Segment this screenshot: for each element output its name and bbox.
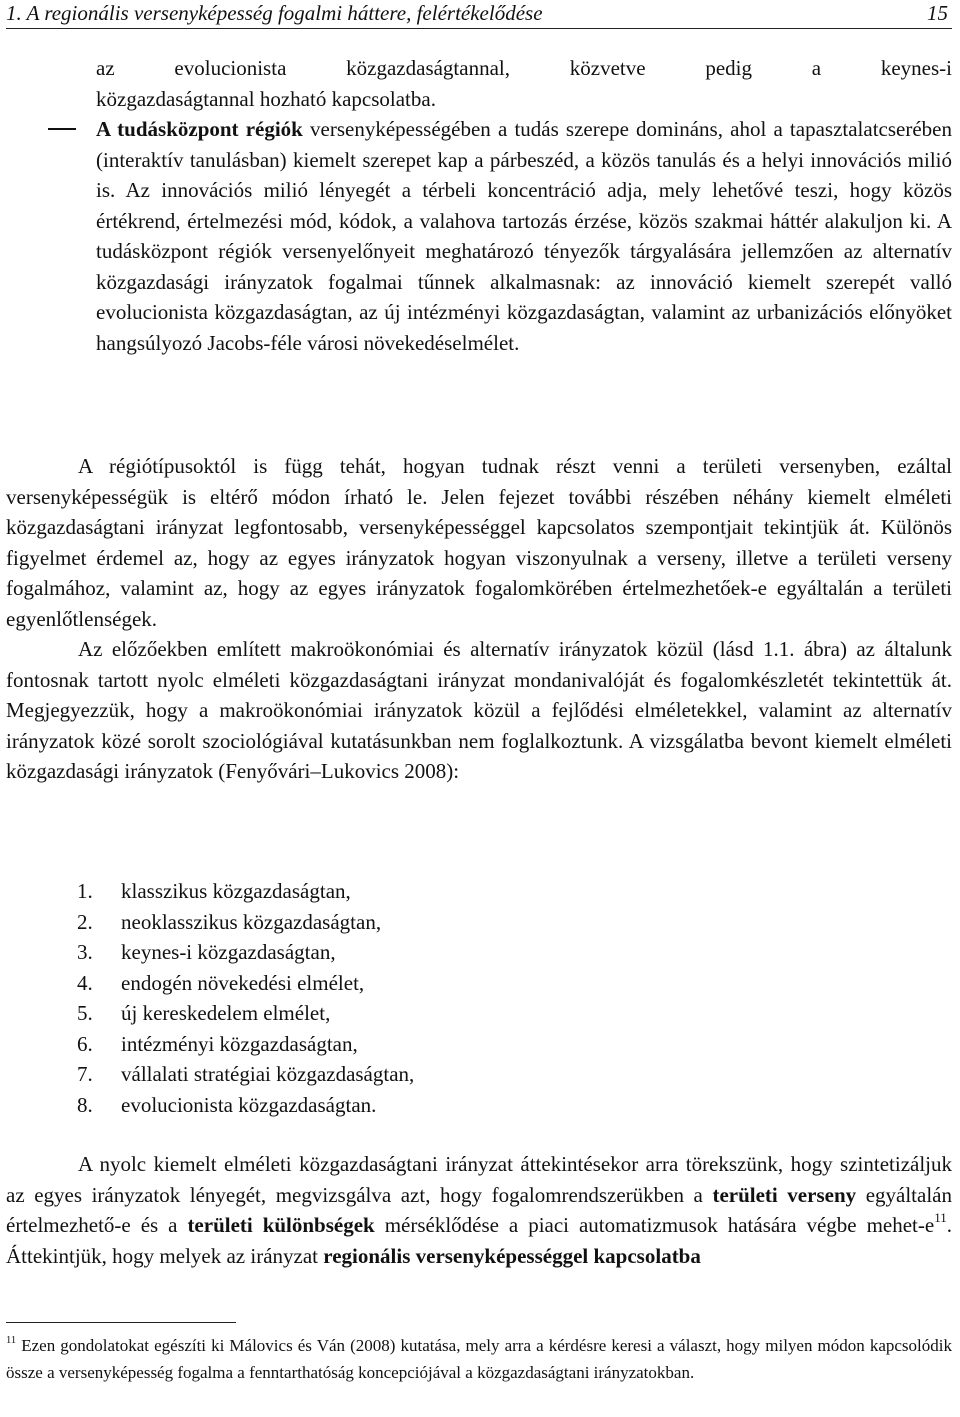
chapter-title: 1. A regionális versenyképesség fogalmi háttere, felértékelődése [6,1,543,25]
paragraph-attekintes [6,1149,952,1271]
footnote-mark: 11 [6,1334,17,1346]
running-header [6,0,952,29]
bullet-continuation-line1: az evolucionista közgazdaságtannal, közvetve pedig a keynes-i [96,56,952,80]
page-number: 15 [927,1,948,25]
dash-bullet-icon [48,128,76,130]
footnote [6,1333,952,1386]
footnote-text: Ezen gondolatokat egészíti ki Málovics és Ván (2008) kutatása, mely arra a kérdésre keresi a választ, hogy milyen módon kapcsolódik össze a versenyképesség fogalma a fenntarthatóság koncepciójával a közgazdaságtani irányzatokban. [6,1336,952,1382]
list-item: 5. új kereskedelem elmélet, [77,1001,331,1025]
paragraph-regiotipusok: A régiótípusoktól is függ tehát, hogyan tudnak részt venni a területi versenyben, ezáltal versenyképességük is eltérő módon írható le. Jelen fejezet további részében néhány kiemelt elméleti közgazdaságtani irányzat legfontosabb, versenyképességgel kapcsolatos szempontjait tekintjük át. Különös figyelmet érdemel az, hogy az egyes irányzatok hogyan viszonyulnak a verseny, illetve a területi verseny fogalmához, valamint az, hogy az egyes irányzatok fogalomkörében értelmezhetőek-e egyáltalán a területi egyenlőtlenségek. [6,454,952,631]
footnote-separator [6,1322,236,1323]
theory-list [77,876,414,1120]
bullet-bold-lead: A tudásközpont régiók [96,117,303,141]
list-item: 8. evolucionista közgazdaságtan. [77,1092,377,1117]
bold-teruleti-kulonbsegek: területi különbségek [187,1213,375,1237]
bullet-text [96,114,952,358]
paragraph-attekintes-text: A nyolc kiemelt elméleti közgazdaságtani irányzat áttekintésekor arra törekszünk, hogy szintetizáljuk az egyes irányzatok lényegét, megvizsgálva azt, hogy fogalomrendszerükben a területi verseny egyáltalán értelmezhető-e és a területi különbségek mérséklődése a piaci automatizmusok hatására végbe mehet-$e^{11}$. Áttekintjük, hogy melyek az irányzat regionális versenyképességgel kapcsolatba [6,1152,952,1268]
list-item: 1. klasszikus közgazdaságtan, [77,879,351,903]
paragraph-irányzatok: Az előzőekben említett makroökonómiai és alternatív irányzatok közül (lásd 1.1. ábra) az általunk fontosnak tartott nyolc elméleti közgazdaságtani irányzat mondanivalóját és fogalomkészletét tekintettük át. Megjegyezzük, hogy a makroökonómiai irányzatok közül a fejlődési elméletekkel, valamint az alternatív irányzatok közé sorolt szociológiával kutatásunkban nem foglalkoztunk. A vizsgálatba bevont kiemelt elméleti közgazdasági irányzatok (Fenyővári–Lukovics 2008): [6,637,952,783]
bullet-body: versenyképességében a tudás szerepe domináns, ahol a tapasztalatcserében (interaktív tanulásban) kiemelt szerepet kap a párbeszéd, a közös tanulás és a helyi innovációs milió is. Az innovációs milió lényegét a térbeli koncentráció adja, mely lehetővé teszi, hogy közös értékrend, értelmezési mód, kódok, a valahova tartozás érzése, közös szakmai háttér alakuljon ki. A tudásközpont régiók versenyelőnyeit meghatározó tényezők tárgyalására jellemzően az alternatív közgazdasági irányzatok fogalmai tűnnek alkalmasnak: az innováció kiemelt szerepét valló evolucionista közgazdaságtan, az új intézményi közgazdaságtan, valamint az urbanizációs előnyöket hangsúlyozó Jacobs-féle városi növekedéselmélet. [96,117,952,355]
list-item: 7. vállalati stratégiai közgazdaságtan, [77,1062,415,1086]
body-section [6,451,952,787]
list-item: 6. intézményi közgazdaságtan, [77,1031,358,1056]
bullet-item-tudaskozpont [96,114,952,358]
bullet-continuation-line2: közgazdaságtannal hozható kapcsolatba. [96,86,436,111]
bullet-continuation [96,53,952,114]
list-item: 2. neoklasszikus közgazdaságtan, [77,909,382,934]
bold-teruleti-verseny: területi verseny [712,1182,857,1207]
footnote-reference[interactable]: 11 [934,1210,947,1226]
list-item: 3. keynes-i közgazdaságtan, [77,940,336,964]
list-item: 4. endogén növekedési elmélet, [77,970,365,995]
bold-regionalis-versenykepesseg: regionális versenyképességgel kapcsolatba [323,1243,701,1268]
